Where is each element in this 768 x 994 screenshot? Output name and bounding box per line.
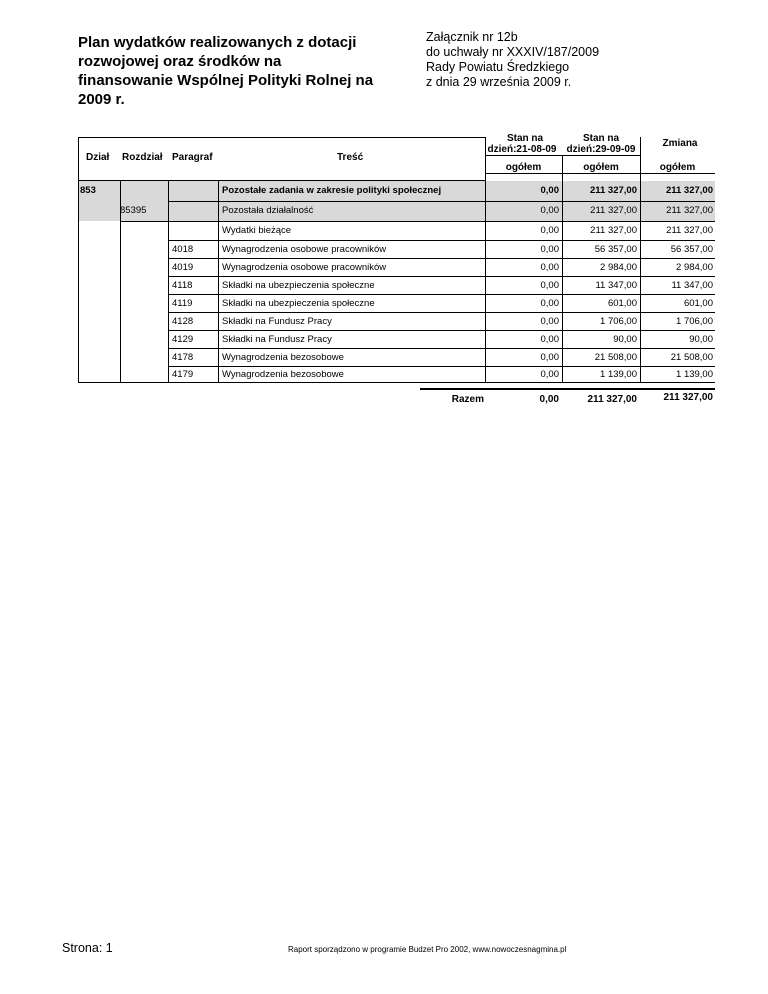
header-ogolem-1: ogółem <box>505 162 542 173</box>
cell-value-3: 2 984,00 <box>676 262 713 273</box>
header-ogolem-3: ogółem <box>659 162 696 173</box>
cell-tresc: Składki na ubezpieczenia społeczne <box>222 298 375 309</box>
total-value-2: 211 327,00 <box>587 394 637 405</box>
cell-value-2: 90,00 <box>613 334 637 345</box>
cell-paragraf: 4018 <box>172 244 194 255</box>
header-stan2-top: Stan na <box>582 133 620 144</box>
cell-rozdzial: 85395 <box>120 205 147 216</box>
cell-paragraf: 4118 <box>172 280 193 291</box>
cell-value-2: 11 347,00 <box>595 280 637 291</box>
cell-value-1: 0,00 <box>540 316 559 327</box>
cell-value-1: 0,00 <box>540 334 559 345</box>
cell-value-2: 211 327,00 <box>590 225 637 236</box>
cell-tresc: Wynagrodzenia osobowe pracowników <box>222 244 387 255</box>
cell-value-3: 90,00 <box>689 334 713 345</box>
total-label: Razem <box>451 394 484 405</box>
cell-value-3: 11 347,00 <box>671 280 713 291</box>
cell-value-1: 0,00 <box>540 280 559 291</box>
page-number: Strona: 1 <box>62 941 113 955</box>
cell-value-2: 211 327,00 <box>589 185 637 196</box>
cell-value-2: 1 706,00 <box>600 316 637 327</box>
table-row <box>0 331 768 349</box>
report-note: Raport sporządzono w programie Budzet Pro 2002, www.nowoczesnagmina.pl <box>288 945 567 954</box>
total-value-3: 211 327,00 <box>663 392 713 403</box>
header-stan2-bottom: dzień:29-09-09 <box>566 144 636 155</box>
cell-tresc: Pozostałe zadania w zakresie polityki społecznej <box>222 185 442 196</box>
cell-value-3: 211 327,00 <box>666 205 713 216</box>
ogolem-header-rule <box>485 173 715 174</box>
table-row <box>0 222 768 240</box>
cell-tresc: Wynagrodzenia osobowe pracowników <box>222 262 387 273</box>
annex-line: Rady Powiatu Średzkiego <box>426 60 570 74</box>
cell-paragraf: 4128 <box>172 316 194 327</box>
title-line: Plan wydatków realizowanych z dotacji <box>78 34 357 51</box>
header-dzial: Dział <box>86 152 110 163</box>
annex-line: do uchwały nr XXXIV/187/2009 <box>426 45 600 59</box>
cell-paragraf: 4119 <box>172 298 193 309</box>
header-tresc: Treść <box>337 152 364 163</box>
cell-value-1: 0,00 <box>540 185 559 196</box>
cell-paragraf: 4178 <box>172 352 194 363</box>
table-row <box>0 182 768 200</box>
header-rozdzial: Rozdział <box>122 152 163 163</box>
cell-value-2: 601,00 <box>607 298 637 309</box>
title-line: finansowanie Wspólnej Polityki Rolnej na <box>78 72 374 89</box>
table-row <box>0 349 768 367</box>
annex-line: Załącznik nr 12b <box>426 30 518 44</box>
table-top-rule <box>78 137 485 138</box>
cell-value-3: 1 139,00 <box>676 369 713 380</box>
total-rule <box>420 388 715 390</box>
cell-tresc: Składki na Fundusz Pracy <box>222 334 332 345</box>
cell-value-1: 0,00 <box>540 244 559 255</box>
cell-value-2: 56 357,00 <box>594 244 637 255</box>
header-stan1-top: Stan na <box>506 133 544 144</box>
annex-line: z dnia 29 września 2009 r. <box>426 75 572 89</box>
cell-value-3: 1 706,00 <box>676 316 713 327</box>
cell-value-1: 0,00 <box>540 369 559 380</box>
document-title <box>78 33 408 109</box>
header-stan1-bottom: dzień:21-08-09 <box>487 144 557 155</box>
cell-value-3: 601,00 <box>683 298 713 309</box>
header-zmiana: Zmiana <box>662 138 698 149</box>
cell-value-2: 21 508,00 <box>594 352 637 363</box>
annex-note <box>426 30 746 90</box>
table-row <box>0 202 768 220</box>
cell-value-1: 0,00 <box>540 225 559 236</box>
header-ogolem-2: ogółem <box>583 162 619 173</box>
title-line: 2009 r. <box>78 91 125 108</box>
table-row <box>0 313 768 331</box>
cell-tresc: Składki na Fundusz Pracy <box>222 316 332 327</box>
cell-value-2: 211 327,00 <box>590 205 637 216</box>
table-row <box>0 295 768 313</box>
cell-value-3: 21 508,00 <box>670 352 713 363</box>
cell-value-1: 0,00 <box>540 298 559 309</box>
cell-tresc: Wydatki bieżące <box>222 225 292 236</box>
cell-tresc: Składki na ubezpieczenia społeczne <box>222 280 375 291</box>
cell-paragraf: 4129 <box>172 334 194 345</box>
table-row <box>0 241 768 259</box>
cell-value-3: 56 357,00 <box>670 244 713 255</box>
total-value-1: 0,00 <box>539 394 559 405</box>
table-row <box>0 366 768 384</box>
title-line: rozwojowej oraz środków na <box>78 53 282 70</box>
cell-tresc: Wynagrodzenia bezosobowe <box>222 352 344 363</box>
cell-value-1: 0,00 <box>540 205 559 216</box>
table-row <box>0 259 768 277</box>
table-row <box>0 277 768 295</box>
cell-value-1: 0,00 <box>540 262 559 273</box>
cell-tresc: Pozostała działalność <box>222 205 314 216</box>
cell-paragraf: 4019 <box>172 262 194 273</box>
cell-value-2: 2 984,00 <box>600 262 637 273</box>
header-paragraf: Paragraf <box>172 152 213 163</box>
cell-tresc: Wynagrodzenia bezosobowe <box>222 369 344 380</box>
cell-value-2: 1 139,00 <box>600 369 637 380</box>
cell-dzial: 853 <box>80 185 96 196</box>
cell-paragraf: 4179 <box>172 369 194 380</box>
cell-value-3: 211 327,00 <box>666 225 713 236</box>
cell-value-1: 0,00 <box>540 352 559 363</box>
cell-value-3: 211 327,00 <box>665 185 713 196</box>
